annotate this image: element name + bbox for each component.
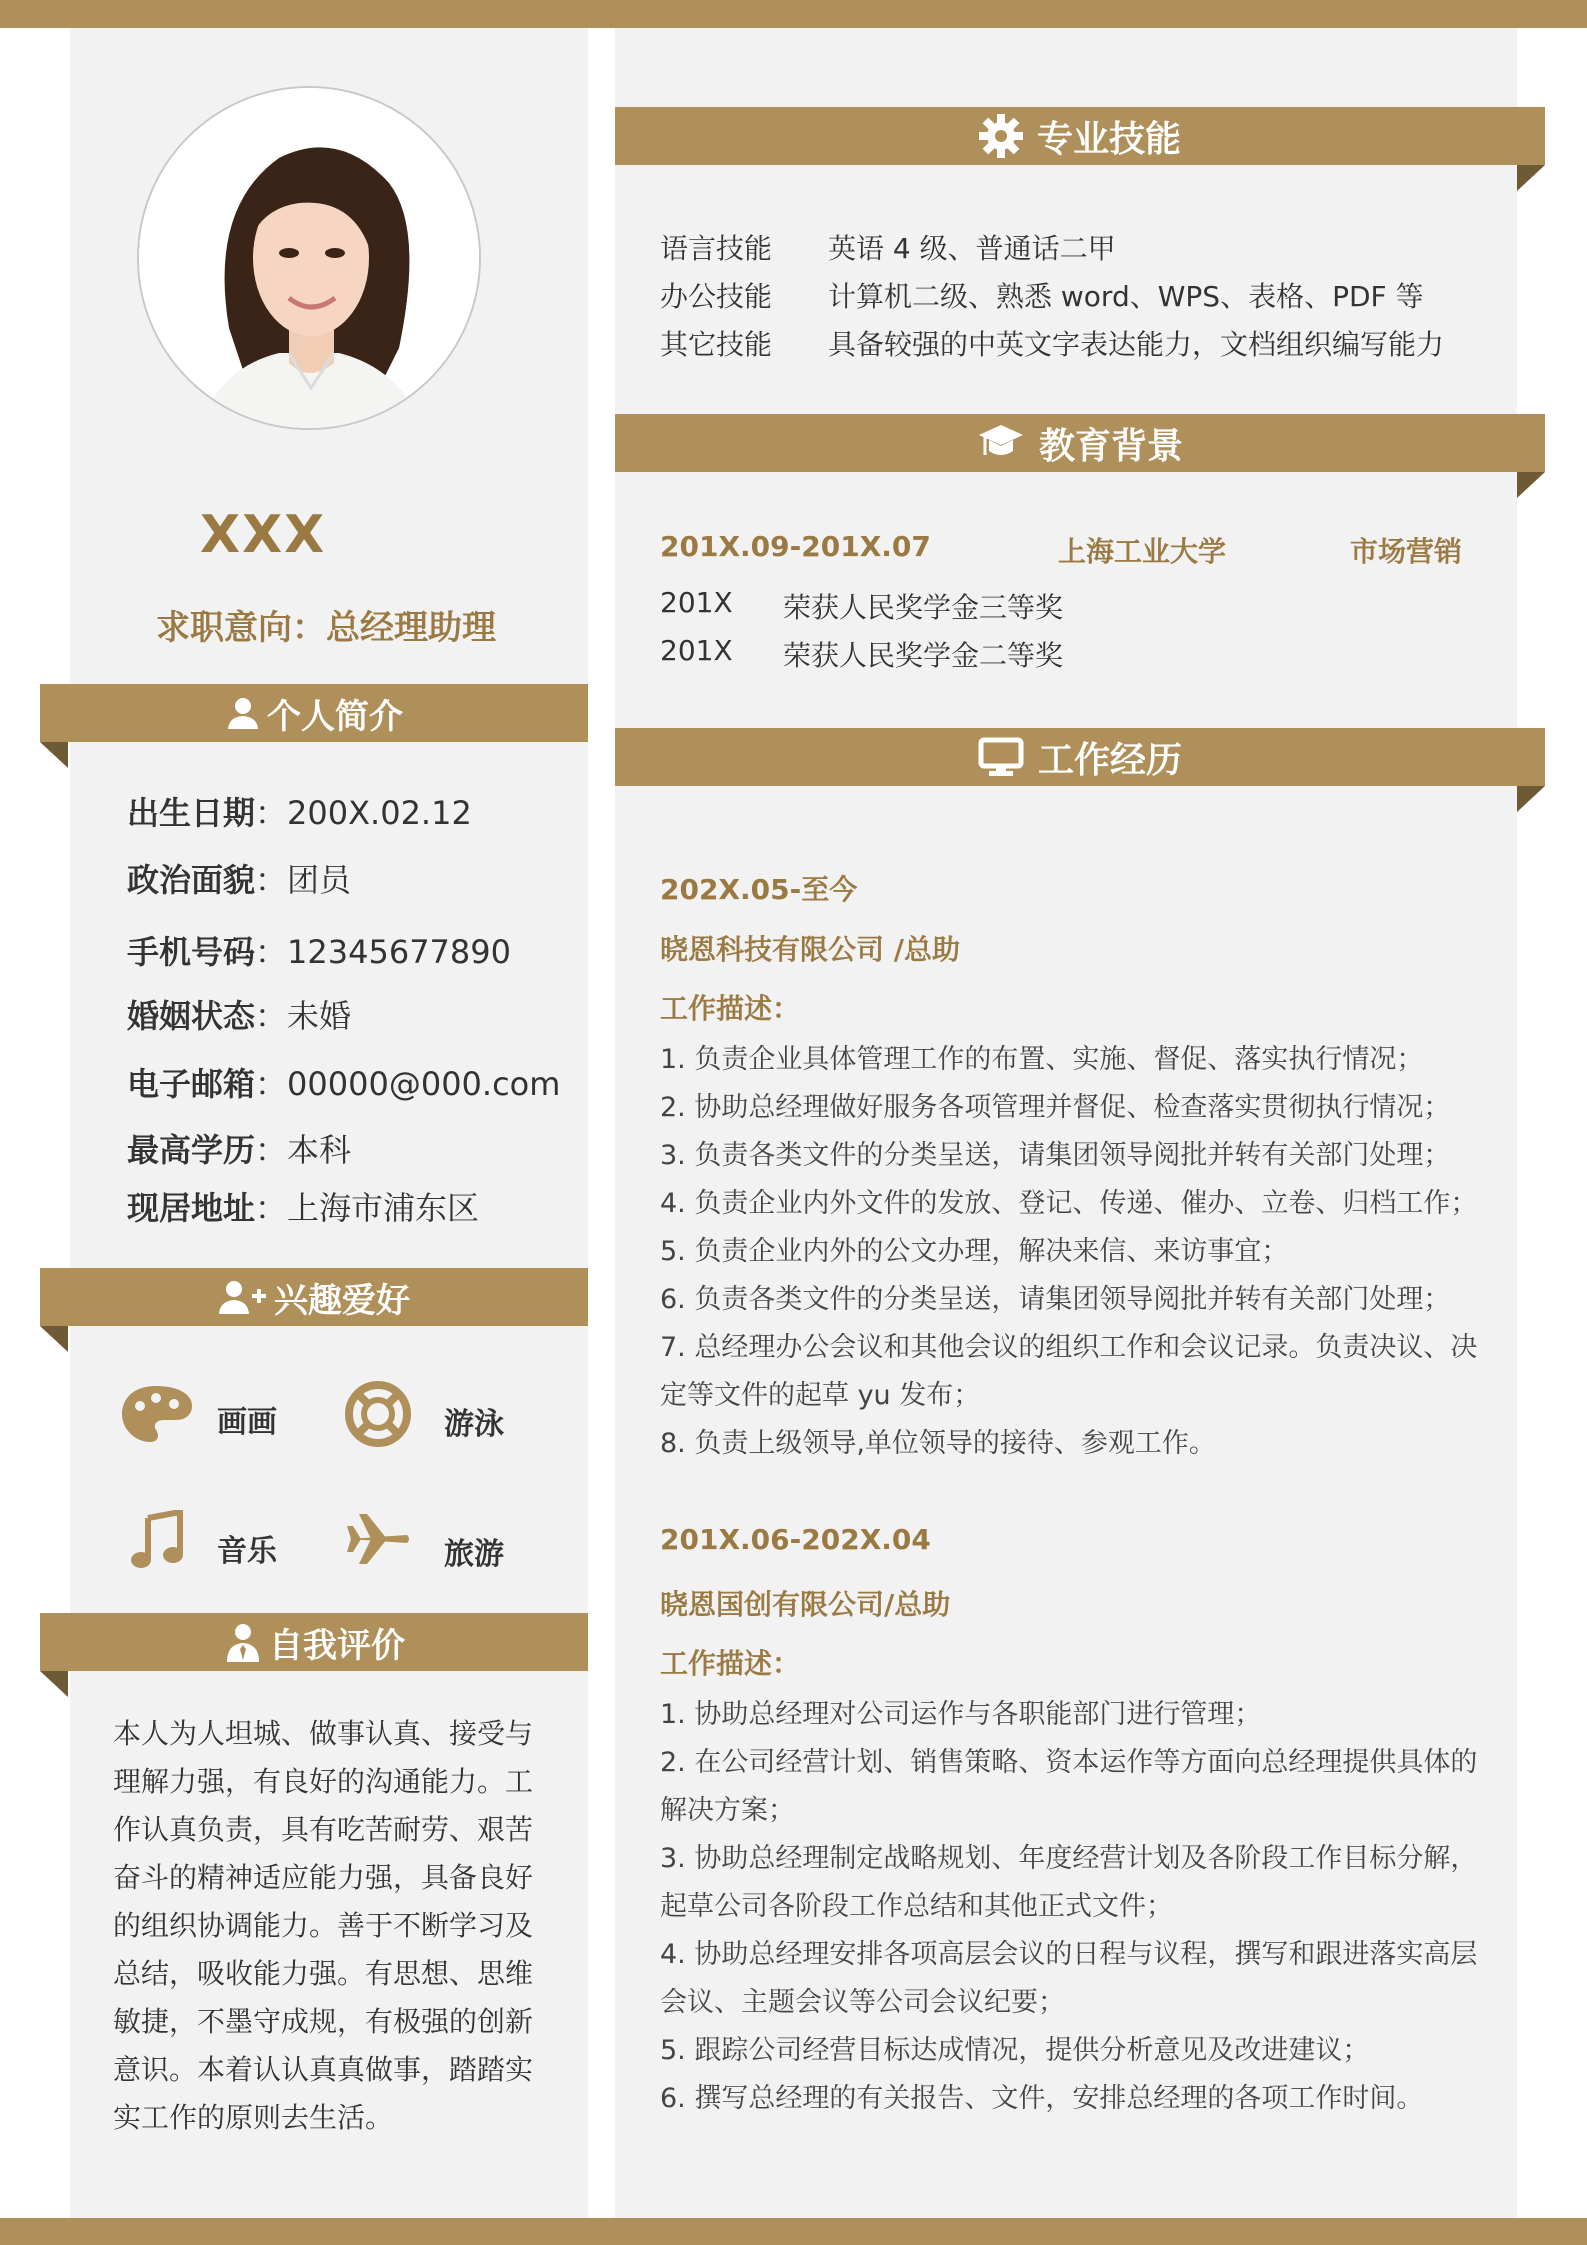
duty-item: 5. 跟踪公司经营目标达成情况，提供分析意见及改进建议； xyxy=(660,2035,1370,2066)
award-text: 荣获人民奖学金三等奖 xyxy=(783,591,1064,624)
self-eval-section-title: 自我评价 xyxy=(269,1625,405,1666)
info-row-education: 最高学历：本科 xyxy=(127,1131,352,1169)
job-period: 201X.06-202X.04 xyxy=(660,1523,931,1556)
job-duties xyxy=(660,1036,1485,1468)
award-text: 荣获人民奖学金二等奖 xyxy=(783,639,1064,672)
education-major: 市场营销 xyxy=(1350,535,1463,568)
skill-row-other: 其它技能 具备较强的中英文字表达能力，文档组织编写能力 xyxy=(660,328,1445,361)
skills-section-title: 专业技能 xyxy=(1036,118,1181,160)
duty-item: 2. 在公司经营计划、销售策略、资本运作等方面向总经理提供具体的解决方案； xyxy=(660,1747,1478,1826)
hobby-label-travel: 旅游 xyxy=(444,1537,504,1572)
personal-section-title: 个人简介 xyxy=(267,696,403,737)
profile-photo xyxy=(137,86,481,430)
top-accent-bar xyxy=(0,0,1587,28)
info-row-address: 现居地址：上海市浦东区 xyxy=(127,1189,480,1227)
self-eval-section-header xyxy=(40,1613,588,1671)
job-period: 202X.05-至今 xyxy=(660,873,858,906)
person-icon xyxy=(225,695,261,731)
palette-icon xyxy=(120,1384,194,1444)
duty-item: 6. 撰写总经理的有关报告、文件，安排总经理的各项工作时间。 xyxy=(660,2083,1424,2114)
music-note-icon xyxy=(130,1510,184,1570)
tie-person-icon xyxy=(223,1622,263,1662)
education-section-header xyxy=(615,414,1545,472)
job-intent: 求职意向：总经理助理 xyxy=(156,608,496,648)
info-row-birth: 出生日期：200X.02.12 xyxy=(127,794,472,832)
award-year: 201X xyxy=(660,634,733,667)
hobby-label-swimming: 游泳 xyxy=(444,1407,504,1442)
education-school: 上海工业大学 xyxy=(1058,535,1227,568)
airplane-icon xyxy=(345,1506,411,1572)
info-row-political: 政治面貌：团员 xyxy=(127,861,352,899)
duty-item: 4. 协助总经理安排各项高层会议的日程与议程，撰写和跟进落实高层会议、主题会议等公司会议纪要； xyxy=(660,1939,1478,2018)
candidate-name: XXX xyxy=(200,505,327,565)
personal-header-fold xyxy=(40,742,68,768)
job-duties xyxy=(660,1691,1485,2123)
hobbies-section-title: 兴趣爱好 xyxy=(274,1280,410,1321)
education-section-title: 教育背景 xyxy=(1038,425,1183,467)
info-row-phone: 手机号码：12345677890 xyxy=(127,933,511,971)
duty-item: 3. 协助总经理制定战略规划、年度经营计划及各阶段工作目标分解，起草公司各阶段工作总结和其他正式文件； xyxy=(660,1843,1478,1922)
job-company: 晓恩科技有限公司 /总助 xyxy=(660,933,960,966)
duty-item: 1. 负责企业具体管理工作的布置、实施、督促、落实执行情况； xyxy=(660,1044,1424,1075)
info-row-email: 电子邮箱：00000@000.com xyxy=(127,1065,561,1103)
add-person-icon xyxy=(218,1278,268,1316)
duty-item: 8. 负责上级领导,单位领导的接待、参观工作。 xyxy=(660,1428,1216,1459)
duty-item: 4. 负责企业内外文件的发放、登记、传递、催办、立卷、归档工作； xyxy=(660,1188,1478,1219)
duty-item: 6. 负责各类文件的分类呈送，请集团领导阅批并转有关部门处理； xyxy=(660,1284,1451,1315)
self-evaluation-text: 本人为人坦城、做事认真、接受与理解力强，有良好的沟通能力。工作认真负责，具有吃苦耐劳、艰苦奋斗的精神适应能力强，具备良好的组织协调能力。善于不断学习及总结，吸收能力强。有思想、思维敏捷，不墨守成规，有极强的创新意识。本着认认真真做事，踏踏实实工作的原则去生活。 xyxy=(113,1717,534,2134)
bottom-accent-bar xyxy=(0,2218,1587,2245)
hobby-label-music: 音乐 xyxy=(217,1534,277,1569)
duty-item: 5. 负责企业内外的公文办理，解决来信、来访事宜； xyxy=(660,1236,1289,1267)
job-desc-title: 工作描述： xyxy=(660,1647,801,1680)
hobbies-header-fold xyxy=(40,1326,68,1352)
award-year: 201X xyxy=(660,586,733,619)
work-header-fold xyxy=(1517,786,1545,812)
skill-row-office: 办公技能 计算机二级、熟悉 word、WPS、表格、PDF 等 xyxy=(660,280,1424,313)
monitor-icon xyxy=(978,737,1024,777)
duty-item: 2. 协助总经理做好服务各项管理并督促、检查落实贯彻执行情况； xyxy=(660,1092,1451,1123)
education-header-fold xyxy=(1517,472,1545,498)
skills-section-header xyxy=(615,107,1545,165)
lifebuoy-icon xyxy=(345,1381,411,1447)
duty-item: 3. 负责各类文件的分类呈送，请集团领导阅批并转有关部门处理； xyxy=(660,1140,1451,1171)
work-section-title: 工作经历 xyxy=(1037,739,1182,781)
education-period: 201X.09-201X.07 xyxy=(660,530,931,563)
personal-section-header xyxy=(40,684,588,742)
self-eval-header-fold xyxy=(40,1671,68,1697)
duty-item: 1. 协助总经理对公司运作与各职能部门进行管理； xyxy=(660,1699,1262,1730)
hobbies-section-header xyxy=(40,1268,588,1326)
job-desc-title: 工作描述： xyxy=(660,992,801,1025)
duty-item: 7. 总经理办公会议和其他会议的组织工作和会议记录。负责决议、决定等文件的起草 yu 发布； xyxy=(660,1332,1478,1411)
job-company: 晓恩国创有限公司/总助 xyxy=(660,1588,951,1621)
info-row-marital: 婚姻状态：未婚 xyxy=(127,997,352,1035)
hobby-label-painting: 画画 xyxy=(217,1405,277,1440)
skills-header-fold xyxy=(1517,165,1545,191)
gear-icon xyxy=(979,114,1023,158)
skill-row-language: 语言技能 英语 4 级、普通话二甲 xyxy=(660,232,1116,265)
graduation-cap-icon xyxy=(977,421,1025,465)
work-section-header xyxy=(615,728,1545,786)
